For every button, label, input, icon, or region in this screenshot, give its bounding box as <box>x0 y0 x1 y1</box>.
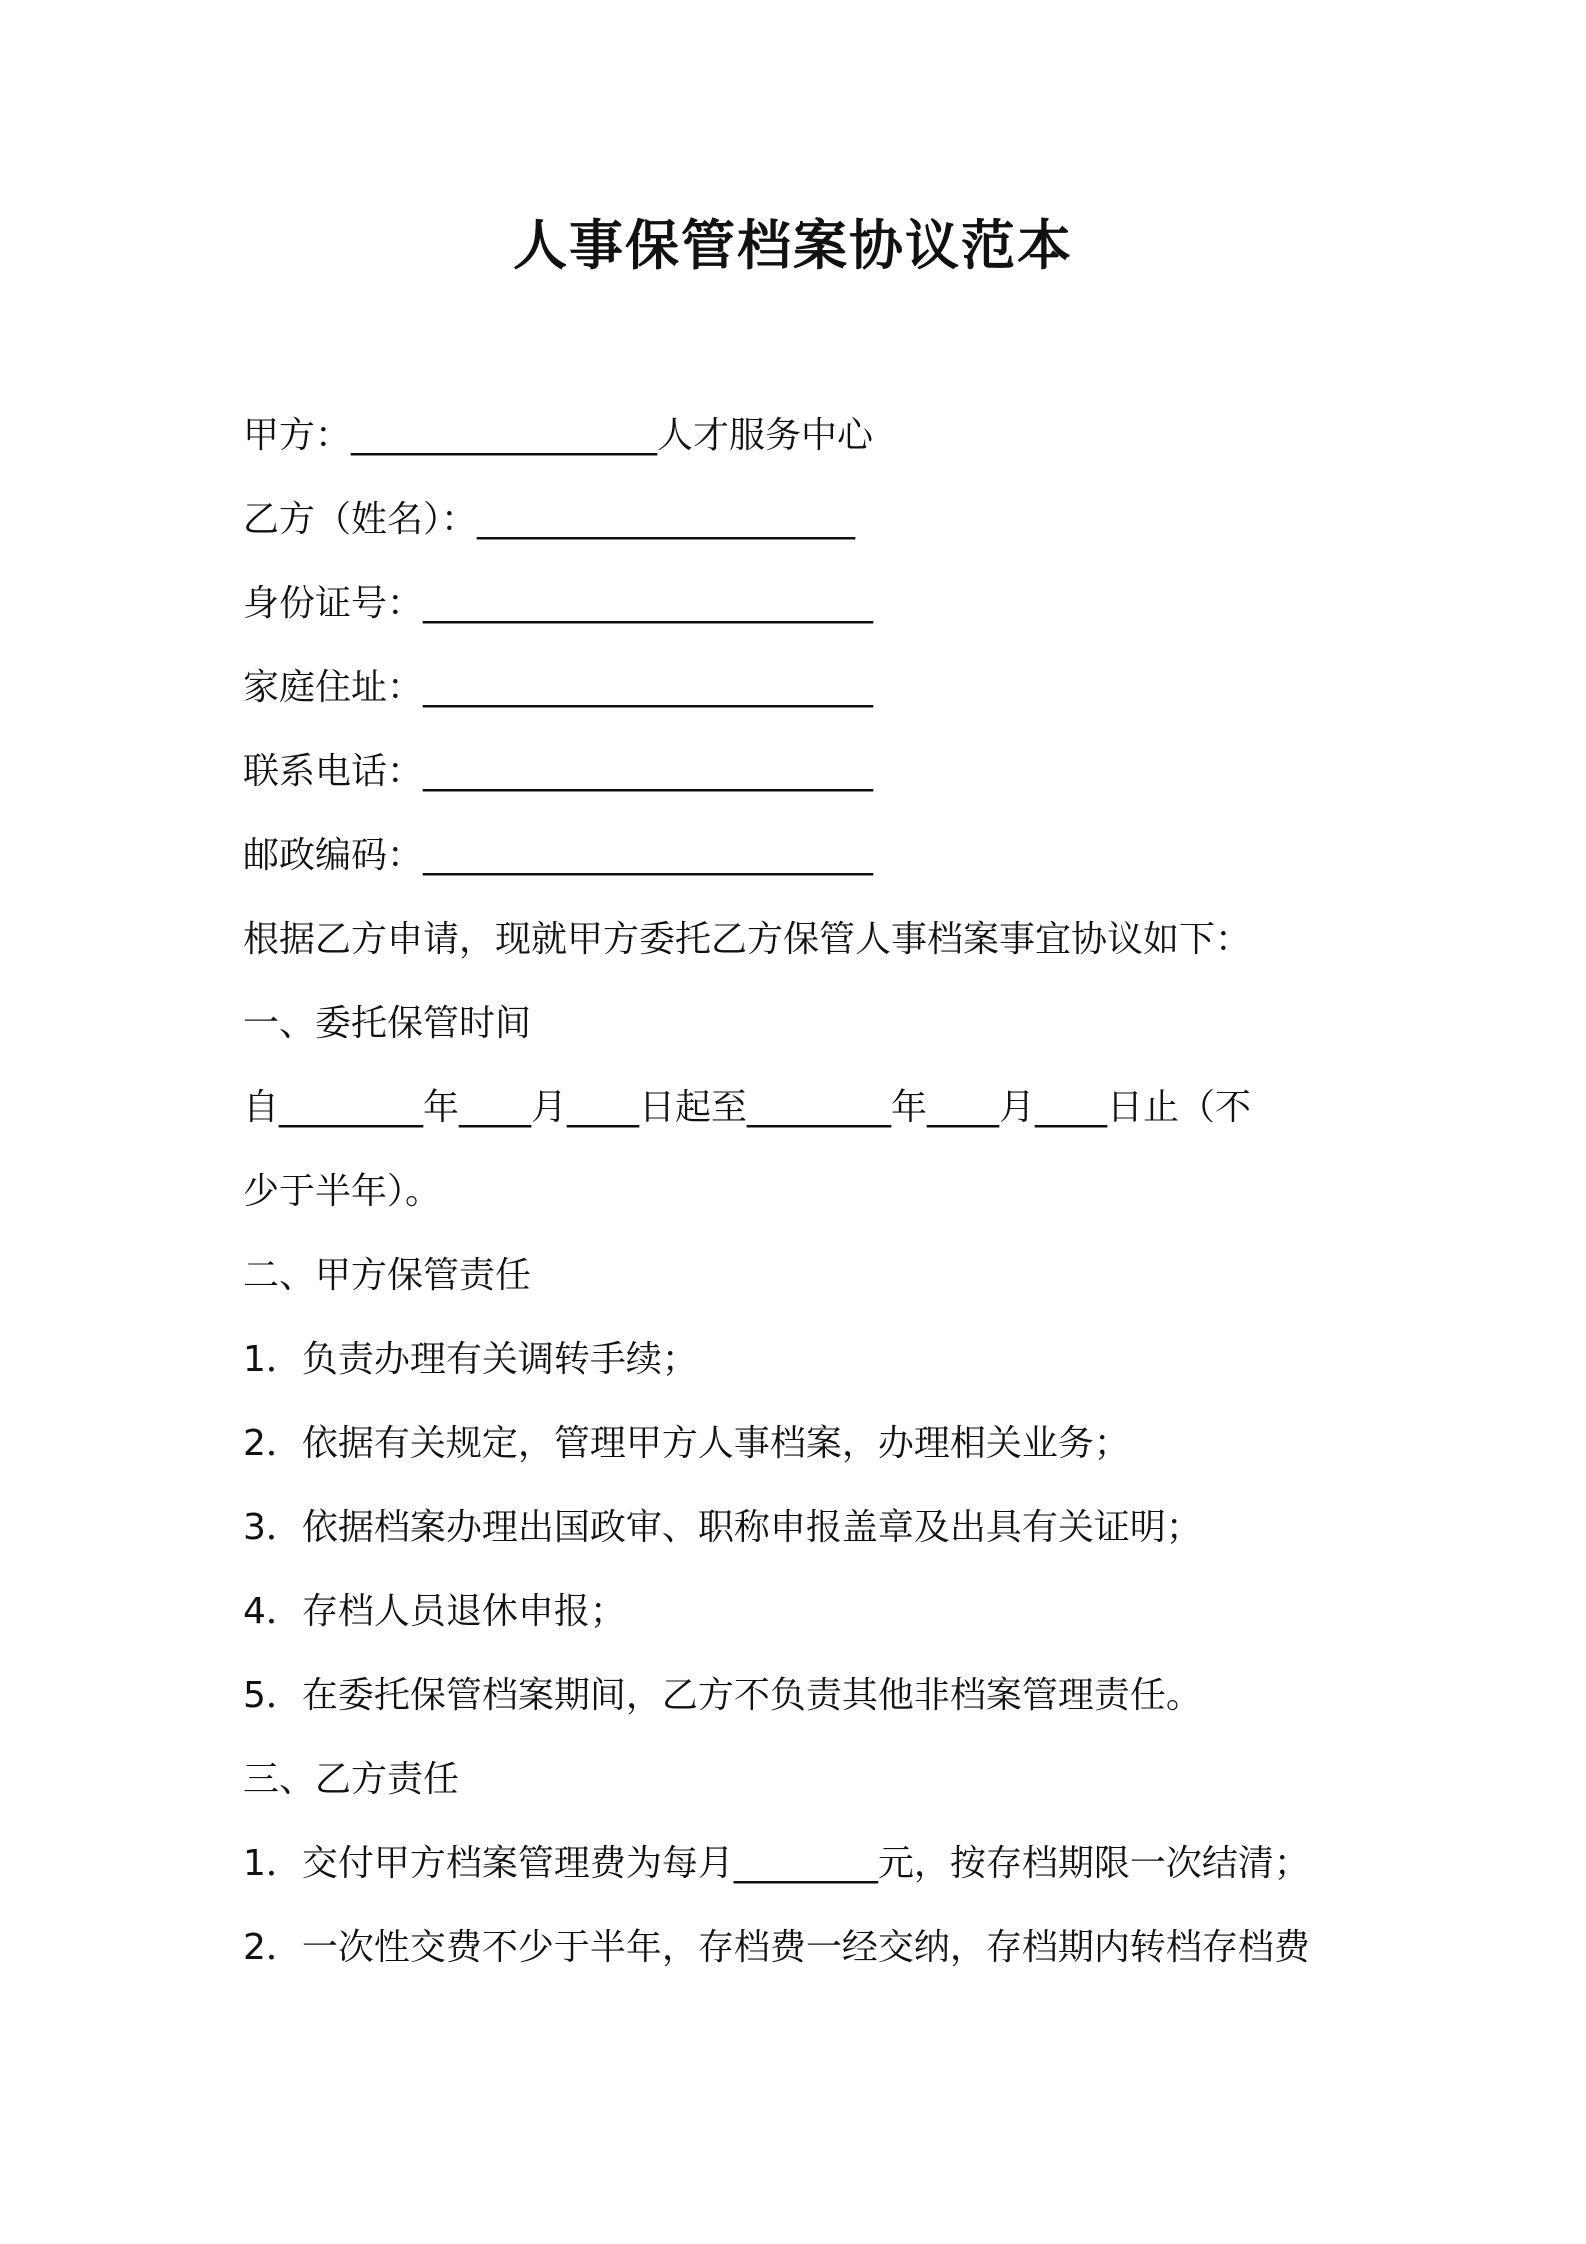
term-period-line: 自________年____月____日起至________年____月____日止（不 <box>243 1087 1252 1128</box>
section-heading-3: 三、乙方责任 <box>243 1759 460 1800</box>
clause-2-4: 4．存档人员退休申报； <box>243 1591 626 1632</box>
term-period-line-cont: 少于半年）。 <box>243 1171 442 1212</box>
clause-3-2: 2．一次性交费不少于半年，存档费一经交纳，存档期内转档存档费 <box>243 1927 1310 1968</box>
id-number-line: 身份证号：_________________________ <box>243 583 874 624</box>
section-heading-1: 一、委托保管时间 <box>243 1003 532 1044</box>
party-a-line: 甲方：_________________人才服务中心 <box>243 415 874 456</box>
party-b-name-line: 乙方（姓名）：_____________________ <box>243 499 856 540</box>
section-heading-2: 二、甲方保管责任 <box>243 1255 532 1296</box>
home-address-line: 家庭住址：_________________________ <box>243 667 874 708</box>
phone-line: 联系电话：_________________________ <box>243 751 874 792</box>
document-title: 人事保管档案协议范本 <box>513 214 1073 277</box>
clause-2-3: 3．依据档案办理出国政审、职称申报盖章及出具有关证明； <box>243 1507 1202 1548</box>
clause-3-1: 1．交付甲方档案管理费为每月________元，按存档期限一次结清； <box>243 1843 1310 1884</box>
postal-code-line: 邮政编码：_________________________ <box>243 835 874 876</box>
clause-2-2: 2．依据有关规定，管理甲方人事档案，办理相关业务； <box>243 1423 1130 1464</box>
clause-2-5: 5．在委托保管档案期间，乙方不负责其他非档案管理责任。 <box>243 1675 1202 1716</box>
intro-paragraph: 根据乙方申请，现就甲方委托乙方保管人事档案事宜协议如下： <box>243 919 1252 960</box>
clause-2-1: 1．负责办理有关调转手续； <box>243 1339 698 1380</box>
